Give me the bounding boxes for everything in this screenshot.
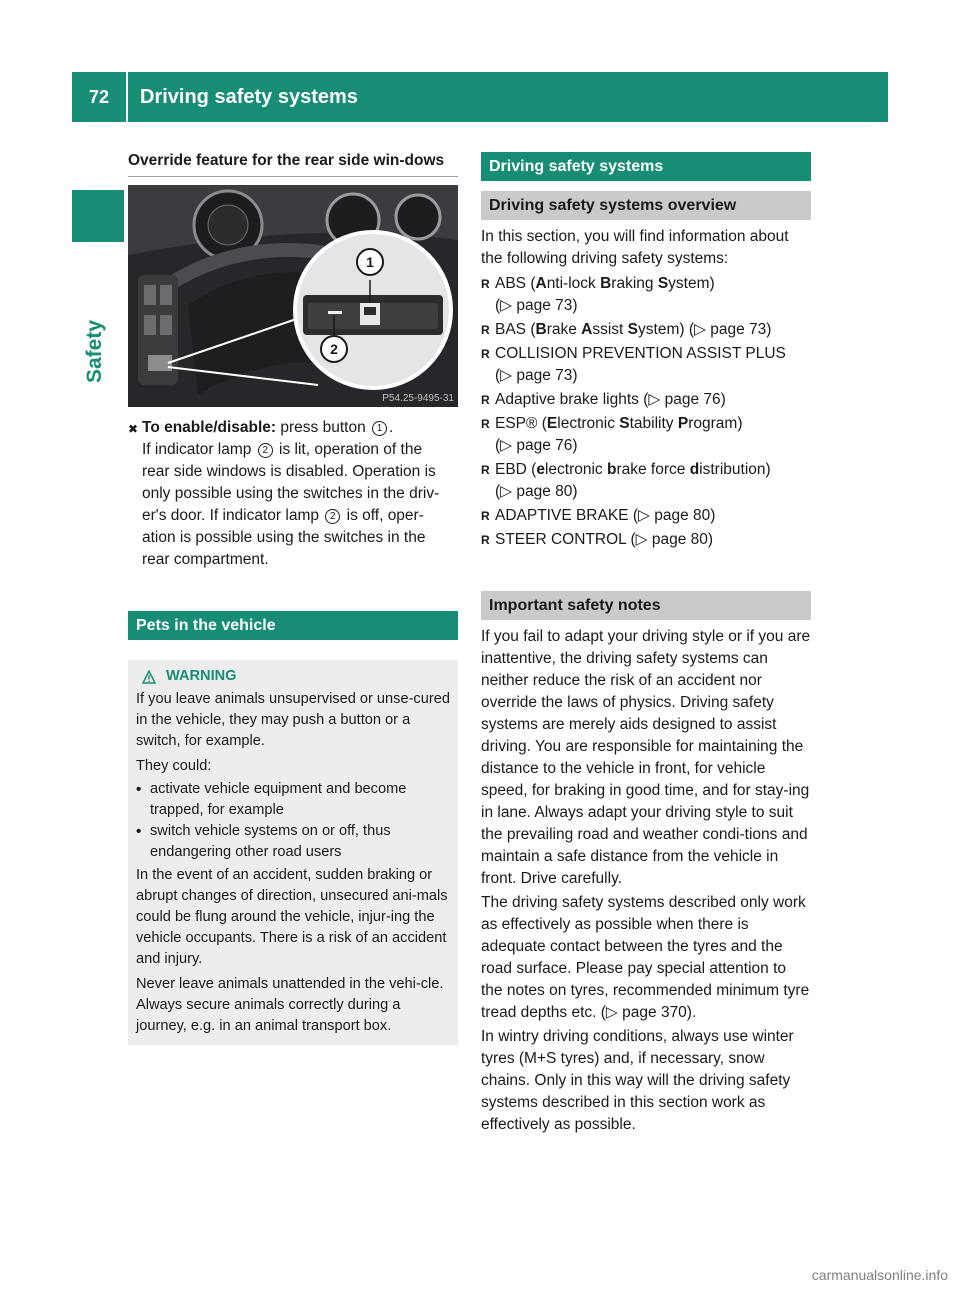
notes-paragraph: In wintry driving conditions, always use winter tyres (M+S tyres) and, if necessary, snow chains. Only in this way will the driving safety systems described in this section work as effectively as possible.	[481, 1028, 794, 1133]
callout-1-label: 1	[366, 254, 374, 270]
number-1-icon: 1	[372, 421, 387, 436]
list-item: R COLLISION PREVENTION ASSIST PLUS (▷ page 73)	[481, 343, 811, 387]
list-item: R ADAPTIVE BRAKE (▷ page 80)	[481, 505, 811, 527]
warning-list	[136, 779, 450, 863]
step-text: rear side windows is disabled. Operation is	[142, 463, 436, 480]
notes-paragraph: If you fail to adapt your driving style or if you are inattentive, the driving safety systems can neither reduce the risk of an accident nor override the laws of physics. Driving safety systems are merely aids designed to assist driving. You are responsible for maintaining the distance to the vehicle in front, for vehicle speed, for braking in good time, and for stay-ing in lane. Always adapt your driving style to suit the prevailing road and weather condi-tions and maintain a safe distance from the vehicle in front. Drive carefully.	[481, 628, 811, 887]
page-ref: (▷ page 73)	[495, 367, 578, 384]
watermark: carmanualsonline.info	[811, 1267, 948, 1283]
list-item: R EBD (electronic brake force distribution) (▷ page 80)	[481, 459, 811, 503]
warning-title	[142, 666, 450, 687]
warning-paragraph: In the event of an accident, sudden braking or abrupt changes of direction, unsecured ani-mals could be flung around the vehicle, injur-ing the vehicle occupants. There is a risk of an accident and injury.	[136, 867, 448, 967]
sidebar-section-label: Safety	[83, 320, 106, 384]
page-ref: (▷ page 80)	[495, 483, 578, 500]
sidebar-marker	[72, 190, 124, 242]
dashboard-figure	[128, 185, 458, 407]
number-2-icon: 2	[258, 443, 273, 458]
pets-heading: Pets in the vehicle	[128, 611, 458, 640]
list-item: • activate vehicle equipment and become trapped, for example	[136, 779, 450, 821]
page-ref: (▷ page 76)	[495, 437, 578, 454]
step-text: press button	[280, 419, 366, 436]
instruction-step	[128, 417, 458, 571]
overview-intro: In this section, you will find information about the following driving safety systems:	[481, 228, 789, 267]
page-number: 72	[72, 72, 126, 122]
notes-paragraph: The driving safety systems described only work as effectively as possible when there is adequate contact between the tyres and the road surface. Please pay special attention to the notes on tyres, recommended minimum tyre tread depths etc. (▷ page 370).	[481, 894, 810, 1021]
right-column	[481, 150, 811, 1136]
list-item: • switch vehicle systems on or off, thus endangering other road users	[136, 821, 450, 863]
list-item: R ABS (Anti-lock Braking System) (▷ page 73)	[481, 273, 811, 317]
step-text: is lit, operation of the	[279, 441, 423, 458]
warning-box	[128, 660, 458, 1045]
step-arrow-icon: ✖	[128, 422, 139, 436]
step-text: rear compartment.	[142, 551, 269, 568]
list-item: R ESP® (Electronic Stability Program) (▷ page 76)	[481, 413, 811, 457]
warning-paragraph: They could:	[136, 758, 212, 774]
number-2-icon: 2	[325, 509, 340, 524]
driving-safety-heading: Driving safety systems	[481, 152, 811, 181]
overview-heading: Driving safety systems overview	[481, 191, 811, 220]
page-ref: (▷ page 73)	[495, 297, 578, 314]
dashboard-illustration	[128, 185, 458, 407]
section-divider	[128, 176, 458, 177]
warning-paragraph: If you leave animals unsupervised or unse-cured in the vehicle, they may push a button or a switch, for example.	[136, 691, 450, 749]
step-text: .	[389, 419, 394, 436]
chapter-title: Driving safety systems	[128, 72, 888, 122]
figure-code: P54.25-9495-31	[382, 393, 454, 404]
important-notes-heading: Important safety notes	[481, 591, 811, 620]
list-item: R BAS (Brake Assist System) (▷ page 73)	[481, 319, 811, 341]
step-text: only possible using the switches in the driv-	[142, 485, 440, 502]
left-column	[128, 150, 458, 1045]
list-item: R Adaptive brake lights (▷ page 76)	[481, 389, 811, 411]
step-text: er's door. If indicator lamp	[142, 507, 319, 524]
warning-triangle-icon	[142, 670, 156, 684]
systems-list	[481, 273, 811, 551]
callout-2-label: 2	[330, 341, 338, 357]
warning-paragraph: Never leave animals unattended in the vehi-cle. Always secure animals correctly during a journey, e.g. in an animal transport box.	[136, 976, 444, 1034]
step-text: is off, oper-	[346, 507, 424, 524]
section-title-override: Override feature for the rear side win-dows	[128, 152, 445, 169]
warning-label: WARNING	[166, 668, 237, 684]
step-lead: To enable/disable:	[142, 419, 277, 436]
list-item: R STEER CONTROL (▷ page 80)	[481, 529, 811, 551]
step-text: ation is possible using the switches in the	[142, 529, 426, 546]
step-text: If indicator lamp	[142, 441, 252, 458]
